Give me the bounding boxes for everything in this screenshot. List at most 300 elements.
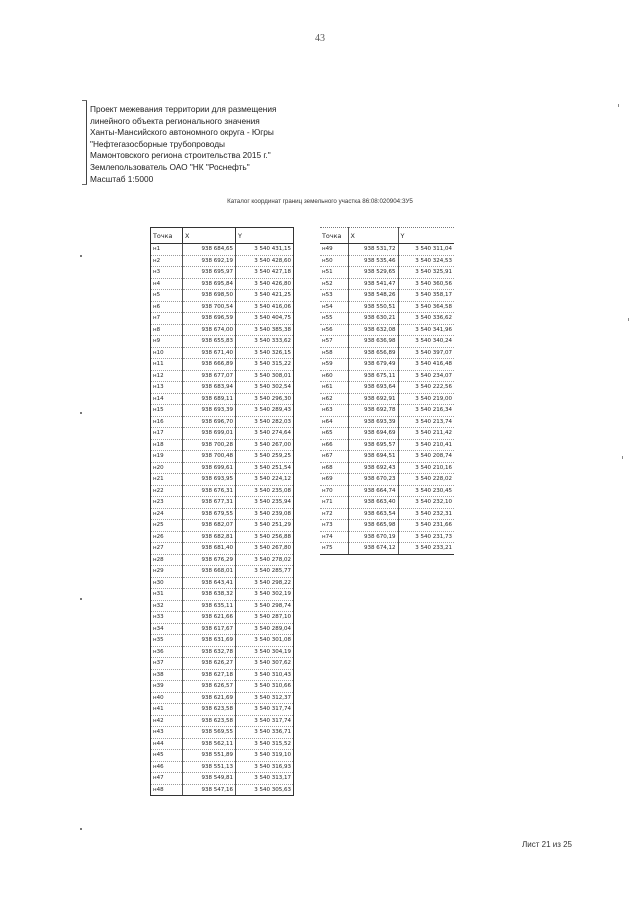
y-coordinate-cell: 3 540 336,62 bbox=[398, 313, 454, 325]
table-row bbox=[151, 370, 294, 382]
y-coordinate-cell: 3 540 210,41 bbox=[398, 439, 454, 451]
table-row bbox=[320, 301, 454, 313]
y-coordinate-cell: 3 540 427,18 bbox=[236, 267, 294, 279]
point-id-cell: н55 bbox=[320, 313, 348, 325]
y-coordinate-cell: 3 540 231,73 bbox=[398, 531, 454, 543]
table-row bbox=[151, 554, 294, 566]
x-coordinate-cell: 938 694,51 bbox=[348, 451, 398, 463]
x-coordinate-cell: 938 549,81 bbox=[183, 773, 236, 785]
point-id-cell: н51 bbox=[320, 267, 348, 279]
point-id-cell: н54 bbox=[320, 301, 348, 313]
table-row bbox=[320, 370, 454, 382]
x-coordinate-cell: 938 621,66 bbox=[183, 612, 236, 624]
coordinates-table-1 bbox=[150, 227, 294, 796]
coordinates-table-2 bbox=[320, 227, 454, 555]
x-coordinate-cell: 938 684,65 bbox=[183, 244, 236, 256]
x-coordinate-cell: 938 655,83 bbox=[183, 336, 236, 348]
y-coordinate-cell: 3 540 358,17 bbox=[398, 290, 454, 302]
x-coordinate-cell: 938 671,40 bbox=[183, 347, 236, 359]
table-row bbox=[320, 278, 454, 290]
y-coordinate-cell: 3 540 251,54 bbox=[236, 462, 294, 474]
y-coordinate-cell: 3 540 301,08 bbox=[236, 635, 294, 647]
x-coordinate-cell: 938 692,43 bbox=[348, 462, 398, 474]
point-id-cell: н20 bbox=[151, 462, 183, 474]
y-coordinate-cell: 3 540 267,80 bbox=[236, 543, 294, 555]
table-row bbox=[151, 520, 294, 532]
point-id-cell: н45 bbox=[151, 750, 183, 762]
y-coordinate-cell: 3 540 324,53 bbox=[398, 255, 454, 267]
point-id-cell: н8 bbox=[151, 324, 183, 336]
x-coordinate-cell: 938 692,91 bbox=[348, 393, 398, 405]
x-coordinate-cell: 938 698,50 bbox=[183, 290, 236, 302]
y-coordinate-cell: 3 540 315,52 bbox=[236, 738, 294, 750]
y-coordinate-cell: 3 540 416,48 bbox=[398, 359, 454, 371]
point-id-cell: н66 bbox=[320, 439, 348, 451]
x-coordinate-cell: 938 617,67 bbox=[183, 623, 236, 635]
column-header-y: Y bbox=[398, 228, 454, 244]
point-id-cell: н30 bbox=[151, 577, 183, 589]
project-header bbox=[90, 104, 390, 185]
point-id-cell: н29 bbox=[151, 566, 183, 578]
table-row bbox=[151, 244, 294, 256]
y-coordinate-cell: 3 540 274,64 bbox=[236, 428, 294, 440]
table-row bbox=[320, 347, 454, 359]
x-coordinate-cell: 938 679,49 bbox=[348, 359, 398, 371]
point-id-cell: н32 bbox=[151, 600, 183, 612]
y-coordinate-cell: 3 540 282,03 bbox=[236, 416, 294, 428]
x-coordinate-cell: 938 700,48 bbox=[183, 451, 236, 463]
table-row bbox=[151, 773, 294, 785]
point-id-cell: н46 bbox=[151, 761, 183, 773]
table-header-row bbox=[320, 228, 454, 244]
table-row bbox=[151, 405, 294, 417]
y-coordinate-cell: 3 540 311,04 bbox=[398, 244, 454, 256]
table-row bbox=[151, 497, 294, 509]
y-coordinate-cell: 3 540 385,38 bbox=[236, 324, 294, 336]
y-coordinate-cell: 3 540 210,16 bbox=[398, 462, 454, 474]
table-row bbox=[320, 416, 454, 428]
table-row bbox=[151, 577, 294, 589]
x-coordinate-cell: 938 699,61 bbox=[183, 462, 236, 474]
y-coordinate-cell: 3 540 428,60 bbox=[236, 255, 294, 267]
table-body bbox=[151, 244, 294, 796]
x-coordinate-cell: 938 631,69 bbox=[183, 635, 236, 647]
x-coordinate-cell: 938 643,41 bbox=[183, 577, 236, 589]
point-id-cell: н25 bbox=[151, 520, 183, 532]
table-row bbox=[320, 393, 454, 405]
point-id-cell: н22 bbox=[151, 485, 183, 497]
x-coordinate-cell: 938 632,78 bbox=[183, 646, 236, 658]
point-id-cell: н57 bbox=[320, 336, 348, 348]
point-id-cell: н31 bbox=[151, 589, 183, 601]
y-coordinate-cell: 3 540 319,10 bbox=[236, 750, 294, 762]
x-coordinate-cell: 938 693,95 bbox=[183, 474, 236, 486]
column-header-y: Y bbox=[236, 228, 294, 244]
point-id-cell: н15 bbox=[151, 405, 183, 417]
point-id-cell: н60 bbox=[320, 370, 348, 382]
table-row bbox=[320, 336, 454, 348]
table-row bbox=[320, 244, 454, 256]
y-coordinate-cell: 3 540 304,19 bbox=[236, 646, 294, 658]
y-coordinate-cell: 3 540 289,04 bbox=[236, 623, 294, 635]
y-coordinate-cell: 3 540 259,25 bbox=[236, 451, 294, 463]
x-coordinate-cell: 938 550,51 bbox=[348, 301, 398, 313]
y-coordinate-cell: 3 540 216,34 bbox=[398, 405, 454, 417]
x-coordinate-cell: 938 663,54 bbox=[348, 508, 398, 520]
margin-dot bbox=[80, 412, 82, 414]
y-coordinate-cell: 3 540 397,07 bbox=[398, 347, 454, 359]
x-coordinate-cell: 938 656,89 bbox=[348, 347, 398, 359]
point-id-cell: н27 bbox=[151, 543, 183, 555]
y-coordinate-cell: 3 540 340,24 bbox=[398, 336, 454, 348]
table-row bbox=[320, 290, 454, 302]
x-coordinate-cell: 938 696,70 bbox=[183, 416, 236, 428]
y-coordinate-cell: 3 540 235,08 bbox=[236, 485, 294, 497]
table-row bbox=[151, 635, 294, 647]
header-line: Ханты-Мансийского автономного округа - Югры bbox=[90, 127, 274, 138]
table-row bbox=[151, 531, 294, 543]
y-coordinate-cell: 3 540 235,94 bbox=[236, 497, 294, 509]
x-coordinate-cell: 938 692,19 bbox=[183, 255, 236, 267]
header-line: "Нефтегазосборные трубопроводы bbox=[90, 138, 226, 149]
y-coordinate-cell: 3 540 325,91 bbox=[398, 267, 454, 279]
point-id-cell: н72 bbox=[320, 508, 348, 520]
column-header-x: X bbox=[183, 228, 236, 244]
table-body bbox=[320, 244, 454, 555]
table-row bbox=[151, 347, 294, 359]
point-id-cell: н53 bbox=[320, 290, 348, 302]
y-coordinate-cell: 3 540 404,75 bbox=[236, 313, 294, 325]
y-coordinate-cell: 3 540 231,66 bbox=[398, 520, 454, 532]
y-coordinate-cell: 3 540 333,62 bbox=[236, 336, 294, 348]
table-row bbox=[320, 428, 454, 440]
y-coordinate-cell: 3 540 298,22 bbox=[236, 577, 294, 589]
scan-speck bbox=[618, 104, 619, 107]
table-row bbox=[320, 543, 454, 555]
table-row bbox=[151, 715, 294, 727]
point-id-cell: н75 bbox=[320, 543, 348, 555]
table-row bbox=[151, 738, 294, 750]
header-line: линейного объекта регионального значения bbox=[90, 115, 260, 126]
x-coordinate-cell: 938 551,89 bbox=[183, 750, 236, 762]
y-coordinate-cell: 3 540 285,77 bbox=[236, 566, 294, 578]
x-coordinate-cell: 938 541,47 bbox=[348, 278, 398, 290]
table-row bbox=[151, 313, 294, 325]
table-row bbox=[151, 255, 294, 267]
point-id-cell: н48 bbox=[151, 784, 183, 796]
table-row bbox=[151, 336, 294, 348]
x-coordinate-cell: 938 674,00 bbox=[183, 324, 236, 336]
x-coordinate-cell: 938 677,31 bbox=[183, 497, 236, 509]
point-id-cell: н68 bbox=[320, 462, 348, 474]
table-row bbox=[151, 727, 294, 739]
table-row bbox=[320, 531, 454, 543]
y-coordinate-cell: 3 540 296,30 bbox=[236, 393, 294, 405]
y-coordinate-cell: 3 540 219,00 bbox=[398, 393, 454, 405]
x-coordinate-cell: 938 621,69 bbox=[183, 692, 236, 704]
table-row bbox=[151, 646, 294, 658]
x-coordinate-cell: 938 679,55 bbox=[183, 508, 236, 520]
table-row bbox=[320, 462, 454, 474]
table-row bbox=[151, 704, 294, 716]
y-coordinate-cell: 3 540 289,43 bbox=[236, 405, 294, 417]
x-coordinate-cell: 938 627,18 bbox=[183, 669, 236, 681]
x-coordinate-cell: 938 693,39 bbox=[348, 416, 398, 428]
table-row bbox=[151, 462, 294, 474]
x-coordinate-cell: 938 548,26 bbox=[348, 290, 398, 302]
point-id-cell: н49 bbox=[320, 244, 348, 256]
y-coordinate-cell: 3 540 313,17 bbox=[236, 773, 294, 785]
x-coordinate-cell: 938 529,65 bbox=[348, 267, 398, 279]
catalog-caption: Каталог координат границ земельного участка 86:08:020904:ЗУ5 bbox=[227, 198, 413, 205]
table-row bbox=[320, 439, 454, 451]
table-row bbox=[151, 393, 294, 405]
table-row bbox=[320, 508, 454, 520]
x-coordinate-cell: 938 562,11 bbox=[183, 738, 236, 750]
x-coordinate-cell: 938 689,11 bbox=[183, 393, 236, 405]
column-header-x: X bbox=[348, 228, 398, 244]
point-id-cell: н19 bbox=[151, 451, 183, 463]
y-coordinate-cell: 3 540 307,62 bbox=[236, 658, 294, 670]
table-row bbox=[320, 520, 454, 532]
y-coordinate-cell: 3 540 232,10 bbox=[398, 497, 454, 509]
point-id-cell: н2 bbox=[151, 255, 183, 267]
x-coordinate-cell: 938 623,58 bbox=[183, 715, 236, 727]
y-coordinate-cell: 3 540 341,96 bbox=[398, 324, 454, 336]
point-id-cell: н18 bbox=[151, 439, 183, 451]
y-coordinate-cell: 3 540 360,56 bbox=[398, 278, 454, 290]
y-coordinate-cell: 3 540 302,19 bbox=[236, 589, 294, 601]
point-id-cell: н73 bbox=[320, 520, 348, 532]
x-coordinate-cell: 938 535,46 bbox=[348, 255, 398, 267]
y-coordinate-cell: 3 540 224,12 bbox=[236, 474, 294, 486]
x-coordinate-cell: 938 695,97 bbox=[183, 267, 236, 279]
point-id-cell: н5 bbox=[151, 290, 183, 302]
x-coordinate-cell: 938 676,29 bbox=[183, 554, 236, 566]
point-id-cell: н24 bbox=[151, 508, 183, 520]
x-coordinate-cell: 938 700,54 bbox=[183, 301, 236, 313]
margin-dot bbox=[80, 828, 82, 830]
point-id-cell: н21 bbox=[151, 474, 183, 486]
table-row bbox=[151, 566, 294, 578]
x-coordinate-cell: 938 665,98 bbox=[348, 520, 398, 532]
x-coordinate-cell: 938 670,23 bbox=[348, 474, 398, 486]
y-coordinate-cell: 3 540 316,93 bbox=[236, 761, 294, 773]
y-coordinate-cell: 3 540 233,21 bbox=[398, 543, 454, 555]
point-id-cell: н36 bbox=[151, 646, 183, 658]
point-id-cell: н64 bbox=[320, 416, 348, 428]
x-coordinate-cell: 938 682,81 bbox=[183, 531, 236, 543]
y-coordinate-cell: 3 540 208,74 bbox=[398, 451, 454, 463]
point-id-cell: н40 bbox=[151, 692, 183, 704]
y-coordinate-cell: 3 540 431,15 bbox=[236, 244, 294, 256]
point-id-cell: н41 bbox=[151, 704, 183, 716]
point-id-cell: н9 bbox=[151, 336, 183, 348]
y-coordinate-cell: 3 540 287,10 bbox=[236, 612, 294, 624]
point-id-cell: н6 bbox=[151, 301, 183, 313]
table-header-row bbox=[151, 228, 294, 244]
point-id-cell: н7 bbox=[151, 313, 183, 325]
point-id-cell: н70 bbox=[320, 485, 348, 497]
table-row bbox=[151, 485, 294, 497]
y-coordinate-cell: 3 540 211,42 bbox=[398, 428, 454, 440]
table-row bbox=[151, 416, 294, 428]
point-id-cell: н4 bbox=[151, 278, 183, 290]
point-id-cell: н12 bbox=[151, 370, 183, 382]
point-id-cell: н50 bbox=[320, 255, 348, 267]
table-row bbox=[320, 497, 454, 509]
x-coordinate-cell: 938 630,21 bbox=[348, 313, 398, 325]
y-coordinate-cell: 3 540 326,15 bbox=[236, 347, 294, 359]
x-coordinate-cell: 938 677,07 bbox=[183, 370, 236, 382]
point-id-cell: н43 bbox=[151, 727, 183, 739]
point-id-cell: н38 bbox=[151, 669, 183, 681]
point-id-cell: н11 bbox=[151, 359, 183, 371]
x-coordinate-cell: 938 531,72 bbox=[348, 244, 398, 256]
table-row bbox=[151, 359, 294, 371]
x-coordinate-cell: 938 668,01 bbox=[183, 566, 236, 578]
x-coordinate-cell: 938 675,11 bbox=[348, 370, 398, 382]
table-row bbox=[320, 359, 454, 371]
point-id-cell: н28 bbox=[151, 554, 183, 566]
header-line: Землепользователь ОАО "НК "Роснефть" bbox=[90, 161, 250, 172]
point-id-cell: н26 bbox=[151, 531, 183, 543]
y-coordinate-cell: 3 540 310,66 bbox=[236, 681, 294, 693]
margin-tick bbox=[82, 184, 87, 185]
table-row bbox=[151, 451, 294, 463]
point-id-cell: н17 bbox=[151, 428, 183, 440]
point-id-cell: н10 bbox=[151, 347, 183, 359]
x-coordinate-cell: 938 692,78 bbox=[348, 405, 398, 417]
y-coordinate-cell: 3 540 267,00 bbox=[236, 439, 294, 451]
table-row bbox=[151, 508, 294, 520]
point-id-cell: н69 bbox=[320, 474, 348, 486]
point-id-cell: н42 bbox=[151, 715, 183, 727]
x-coordinate-cell: 938 632,08 bbox=[348, 324, 398, 336]
point-id-cell: н3 bbox=[151, 267, 183, 279]
table-row bbox=[320, 255, 454, 267]
y-coordinate-cell: 3 540 228,02 bbox=[398, 474, 454, 486]
x-coordinate-cell: 938 638,32 bbox=[183, 589, 236, 601]
x-coordinate-cell: 938 623,58 bbox=[183, 704, 236, 716]
x-coordinate-cell: 938 693,64 bbox=[348, 382, 398, 394]
point-id-cell: н61 bbox=[320, 382, 348, 394]
x-coordinate-cell: 938 700,28 bbox=[183, 439, 236, 451]
point-id-cell: н63 bbox=[320, 405, 348, 417]
table-row bbox=[151, 669, 294, 681]
point-id-cell: н33 bbox=[151, 612, 183, 624]
table-row bbox=[320, 267, 454, 279]
y-coordinate-cell: 3 540 230,45 bbox=[398, 485, 454, 497]
table-row bbox=[151, 474, 294, 486]
margin-dot bbox=[80, 598, 82, 600]
y-coordinate-cell: 3 540 213,74 bbox=[398, 416, 454, 428]
x-coordinate-cell: 938 681,40 bbox=[183, 543, 236, 555]
y-coordinate-cell: 3 540 251,29 bbox=[236, 520, 294, 532]
y-coordinate-cell: 3 540 364,58 bbox=[398, 301, 454, 313]
table-row bbox=[151, 382, 294, 394]
point-id-cell: н65 bbox=[320, 428, 348, 440]
x-coordinate-cell: 938 666,89 bbox=[183, 359, 236, 371]
y-coordinate-cell: 3 540 278,02 bbox=[236, 554, 294, 566]
point-id-cell: н59 bbox=[320, 359, 348, 371]
x-coordinate-cell: 938 635,11 bbox=[183, 600, 236, 612]
table-row bbox=[151, 784, 294, 796]
scan-speck bbox=[622, 456, 623, 459]
x-coordinate-cell: 938 695,57 bbox=[348, 439, 398, 451]
y-coordinate-cell: 3 540 305,63 bbox=[236, 784, 294, 796]
point-id-cell: н16 bbox=[151, 416, 183, 428]
table-row bbox=[320, 474, 454, 486]
point-id-cell: н58 bbox=[320, 347, 348, 359]
y-coordinate-cell: 3 540 232,31 bbox=[398, 508, 454, 520]
header-line: Проект межевания территории для размещения bbox=[90, 104, 277, 114]
margin-tick bbox=[82, 100, 87, 101]
x-coordinate-cell: 938 670,19 bbox=[348, 531, 398, 543]
x-coordinate-cell: 938 663,40 bbox=[348, 497, 398, 509]
table-row bbox=[151, 600, 294, 612]
x-coordinate-cell: 938 694,69 bbox=[348, 428, 398, 440]
y-coordinate-cell: 3 540 317,74 bbox=[236, 704, 294, 716]
point-id-cell: н34 bbox=[151, 623, 183, 635]
x-coordinate-cell: 938 696,59 bbox=[183, 313, 236, 325]
point-id-cell: н52 bbox=[320, 278, 348, 290]
table-row bbox=[320, 405, 454, 417]
table-row bbox=[151, 761, 294, 773]
column-header-point: Точка bbox=[151, 228, 183, 244]
header-line: Масштаб 1:5000 bbox=[90, 173, 154, 184]
table-row bbox=[320, 451, 454, 463]
y-coordinate-cell: 3 540 336,71 bbox=[236, 727, 294, 739]
header-line: Мамонтовского региона строительства 2015 г." bbox=[90, 150, 271, 161]
x-coordinate-cell: 938 674,12 bbox=[348, 543, 398, 555]
point-id-cell: н56 bbox=[320, 324, 348, 336]
x-coordinate-cell: 938 693,39 bbox=[183, 405, 236, 417]
x-coordinate-cell: 938 636,98 bbox=[348, 336, 398, 348]
y-coordinate-cell: 3 540 421,25 bbox=[236, 290, 294, 302]
y-coordinate-cell: 3 540 426,80 bbox=[236, 278, 294, 290]
x-coordinate-cell: 938 699,01 bbox=[183, 428, 236, 440]
point-id-cell: н37 bbox=[151, 658, 183, 670]
table-row bbox=[151, 267, 294, 279]
y-coordinate-cell: 3 540 302,54 bbox=[236, 382, 294, 394]
scan-speck bbox=[628, 318, 629, 321]
x-coordinate-cell: 938 626,57 bbox=[183, 681, 236, 693]
y-coordinate-cell: 3 540 308,01 bbox=[236, 370, 294, 382]
x-coordinate-cell: 938 682,07 bbox=[183, 520, 236, 532]
point-id-cell: н74 bbox=[320, 531, 348, 543]
point-id-cell: н62 bbox=[320, 393, 348, 405]
y-coordinate-cell: 3 540 315,22 bbox=[236, 359, 294, 371]
point-id-cell: н71 bbox=[320, 497, 348, 509]
table-row bbox=[320, 382, 454, 394]
point-id-cell: н23 bbox=[151, 497, 183, 509]
point-id-cell: н67 bbox=[320, 451, 348, 463]
x-coordinate-cell: 938 676,31 bbox=[183, 485, 236, 497]
table-row bbox=[151, 658, 294, 670]
y-coordinate-cell: 3 540 298,74 bbox=[236, 600, 294, 612]
y-coordinate-cell: 3 540 310,43 bbox=[236, 669, 294, 681]
table-row bbox=[320, 485, 454, 497]
table-row bbox=[151, 623, 294, 635]
y-coordinate-cell: 3 540 416,06 bbox=[236, 301, 294, 313]
table-row bbox=[151, 543, 294, 555]
x-coordinate-cell: 938 569,55 bbox=[183, 727, 236, 739]
margin-rule bbox=[86, 100, 87, 185]
point-id-cell: н13 bbox=[151, 382, 183, 394]
table-row bbox=[151, 278, 294, 290]
x-coordinate-cell: 938 683,94 bbox=[183, 382, 236, 394]
